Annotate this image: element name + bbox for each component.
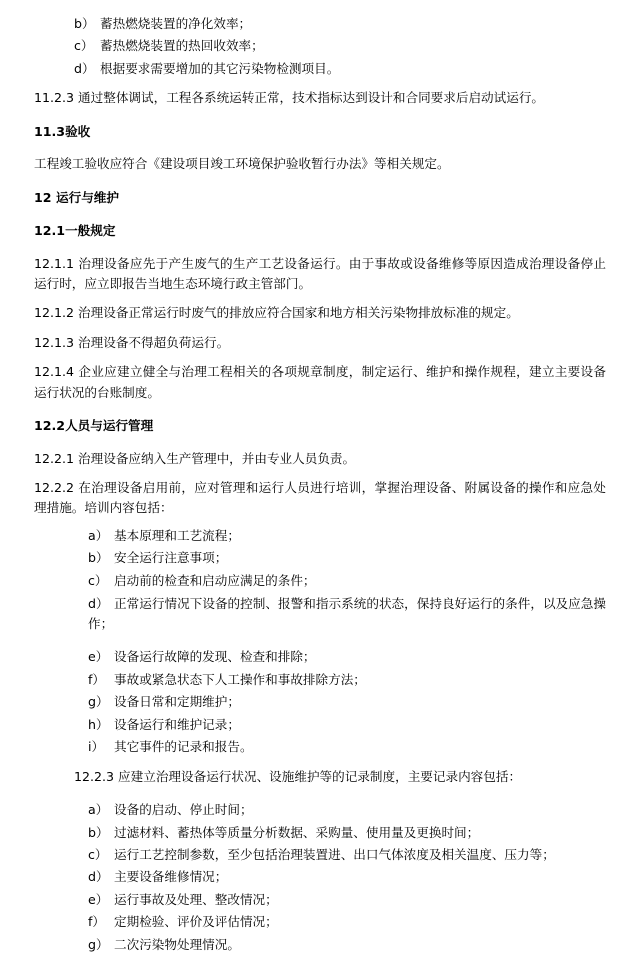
heading-12-2 — [34, 416, 606, 436]
paragraph-12-1-1: 12.1.1 治理设备应先于产生废气的生产工艺设备运行。由于事故或设备维修等原因造成治理设备停止运行时，应立即报告当地生态环境行政主管部门。 — [34, 255, 606, 291]
paragraph-12-2-3: 12.2.3 应建立治理设备运行状况、设施维护等的记录制度，主要记录内容包括： — [74, 769, 522, 785]
paragraph-12-1-2: 12.1.2 治理设备正常运行时废气的排放应符合国家和地方相关污染物排放标准的规定。 — [34, 305, 519, 321]
list-text: 安全运行注意事项； — [114, 550, 228, 566]
heading-number: 12.1 — [34, 222, 66, 238]
list-text: 设备的启动、停止时间； — [114, 802, 253, 818]
training-content-list-continued — [34, 647, 606, 757]
list-text: 运行工艺控制参数，至少包括治理装置进、出口气体浓度及相关温度、压力等； — [114, 847, 555, 863]
list-item — [74, 36, 606, 56]
list-item — [74, 59, 606, 79]
list-marker: a） — [88, 527, 109, 543]
training-item-d — [34, 594, 606, 635]
record-content-list — [34, 800, 606, 955]
heading-number: 12.2 — [34, 417, 66, 433]
list-marker: d） — [88, 869, 109, 885]
list-marker: b） — [88, 550, 109, 566]
list-text: 运行事故及处理、整改情况； — [114, 891, 278, 907]
list-marker: c） — [74, 38, 94, 54]
paragraph-12-1-3: 12.1.3 治理设备不得超负荷运行。 — [34, 334, 230, 350]
list-text: 过滤材料、蓄热体等质量分析数据、采购量、使用量及更换时间； — [114, 824, 480, 840]
paragraph-12-1-4: 12.1.4 企业应建立健全与治理工程相关的各项规章制度，制定运行、维护和操作规程，建立主要设备运行状况的台账制度。 — [34, 364, 606, 400]
heading-number: 11.3 — [34, 123, 66, 139]
heading-title: 一般规定 — [65, 222, 116, 238]
list-item — [88, 571, 606, 591]
list-text: 启动前的检查和启动应满足的条件； — [114, 572, 316, 588]
list-text: 蓄热燃烧装置的净化效率； — [100, 16, 252, 31]
list-marker: b） — [74, 16, 95, 31]
list-marker: g） — [88, 694, 109, 710]
heading-12 — [34, 188, 606, 208]
list-item — [88, 737, 606, 757]
list-marker: c） — [88, 572, 108, 588]
list-item — [88, 692, 606, 712]
list-text: 根据要求需要增加的其它污染物检测项目。 — [100, 60, 340, 76]
list-item — [88, 526, 606, 546]
list-text: 其它事件的记录和报告。 — [114, 738, 253, 754]
list-item — [88, 867, 606, 887]
list-marker: i） — [88, 738, 105, 754]
paragraph-12-2-1: 12.2.1 治理设备应纳入生产管理中，并由专业人员负责。 — [34, 450, 356, 466]
list-item — [74, 14, 606, 34]
clause-11-2-2-sublist — [34, 14, 606, 79]
list-marker: a） — [88, 802, 109, 818]
heading-title: 验收 — [65, 123, 91, 139]
list-text: 设备日常和定期维护； — [114, 694, 240, 710]
list-item — [88, 890, 606, 910]
list-item — [88, 647, 606, 667]
list-marker: d） — [74, 60, 95, 76]
heading-11-3 — [34, 122, 606, 142]
list-marker: g） — [88, 936, 109, 952]
training-content-list — [34, 526, 606, 591]
paragraph-11-3: 工程竣工验收应符合《建设项目竣工环境保护验收暂行办法》等相关规定。 — [34, 156, 450, 172]
list-text: 蓄热燃烧装置的热回收效率； — [100, 38, 264, 54]
list-item — [88, 670, 606, 690]
list-marker: e） — [88, 891, 109, 907]
list-item — [88, 845, 606, 865]
list-text: 基本原理和工艺流程； — [114, 527, 240, 543]
heading-title: 运行与维护 — [56, 189, 119, 205]
list-marker: c） — [88, 847, 108, 863]
list-marker: f） — [88, 671, 106, 687]
list-text: 二次污染物处理情况。 — [114, 936, 240, 952]
list-item — [88, 800, 606, 820]
list-item — [88, 912, 606, 932]
list-item — [88, 715, 606, 735]
list-marker: b） — [88, 824, 109, 840]
list-marker: f） — [88, 914, 106, 930]
heading-12-1 — [34, 221, 606, 241]
list-text: 定期检验、评价及评估情况； — [114, 914, 278, 930]
list-text: 设备运行故障的发现、检查和排除； — [114, 649, 316, 665]
paragraph-12-2-2: 12.2.2 在治理设备启用前，应对管理和运行人员进行培训，掌握治理设备、附属设备的操作和应急处理措施。培训内容包括： — [34, 480, 606, 516]
heading-title: 人员与运行管理 — [65, 417, 154, 433]
paragraph-11-2-3: 11.2.3 通过整体调试，工程各系统运转正常，技术指标达到设计和合同要求后启动试运行。 — [34, 90, 545, 106]
list-item — [88, 823, 606, 843]
list-text: 正常运行情况下设备的控制、报警和指示系统的状态，保持良好运行的条件，以及应急操作； — [88, 595, 606, 632]
list-text: 设备运行和维护记录； — [114, 716, 240, 732]
list-item — [88, 548, 606, 568]
list-item — [88, 935, 606, 955]
list-text: 事故或紧急状态下人工操作和事故排除方法； — [114, 671, 366, 687]
list-marker: h） — [88, 716, 109, 732]
list-text: 主要设备维修情况； — [114, 869, 228, 885]
list-marker: e） — [88, 649, 109, 665]
list-marker: d） — [88, 595, 109, 611]
heading-number: 12 — [34, 189, 52, 205]
